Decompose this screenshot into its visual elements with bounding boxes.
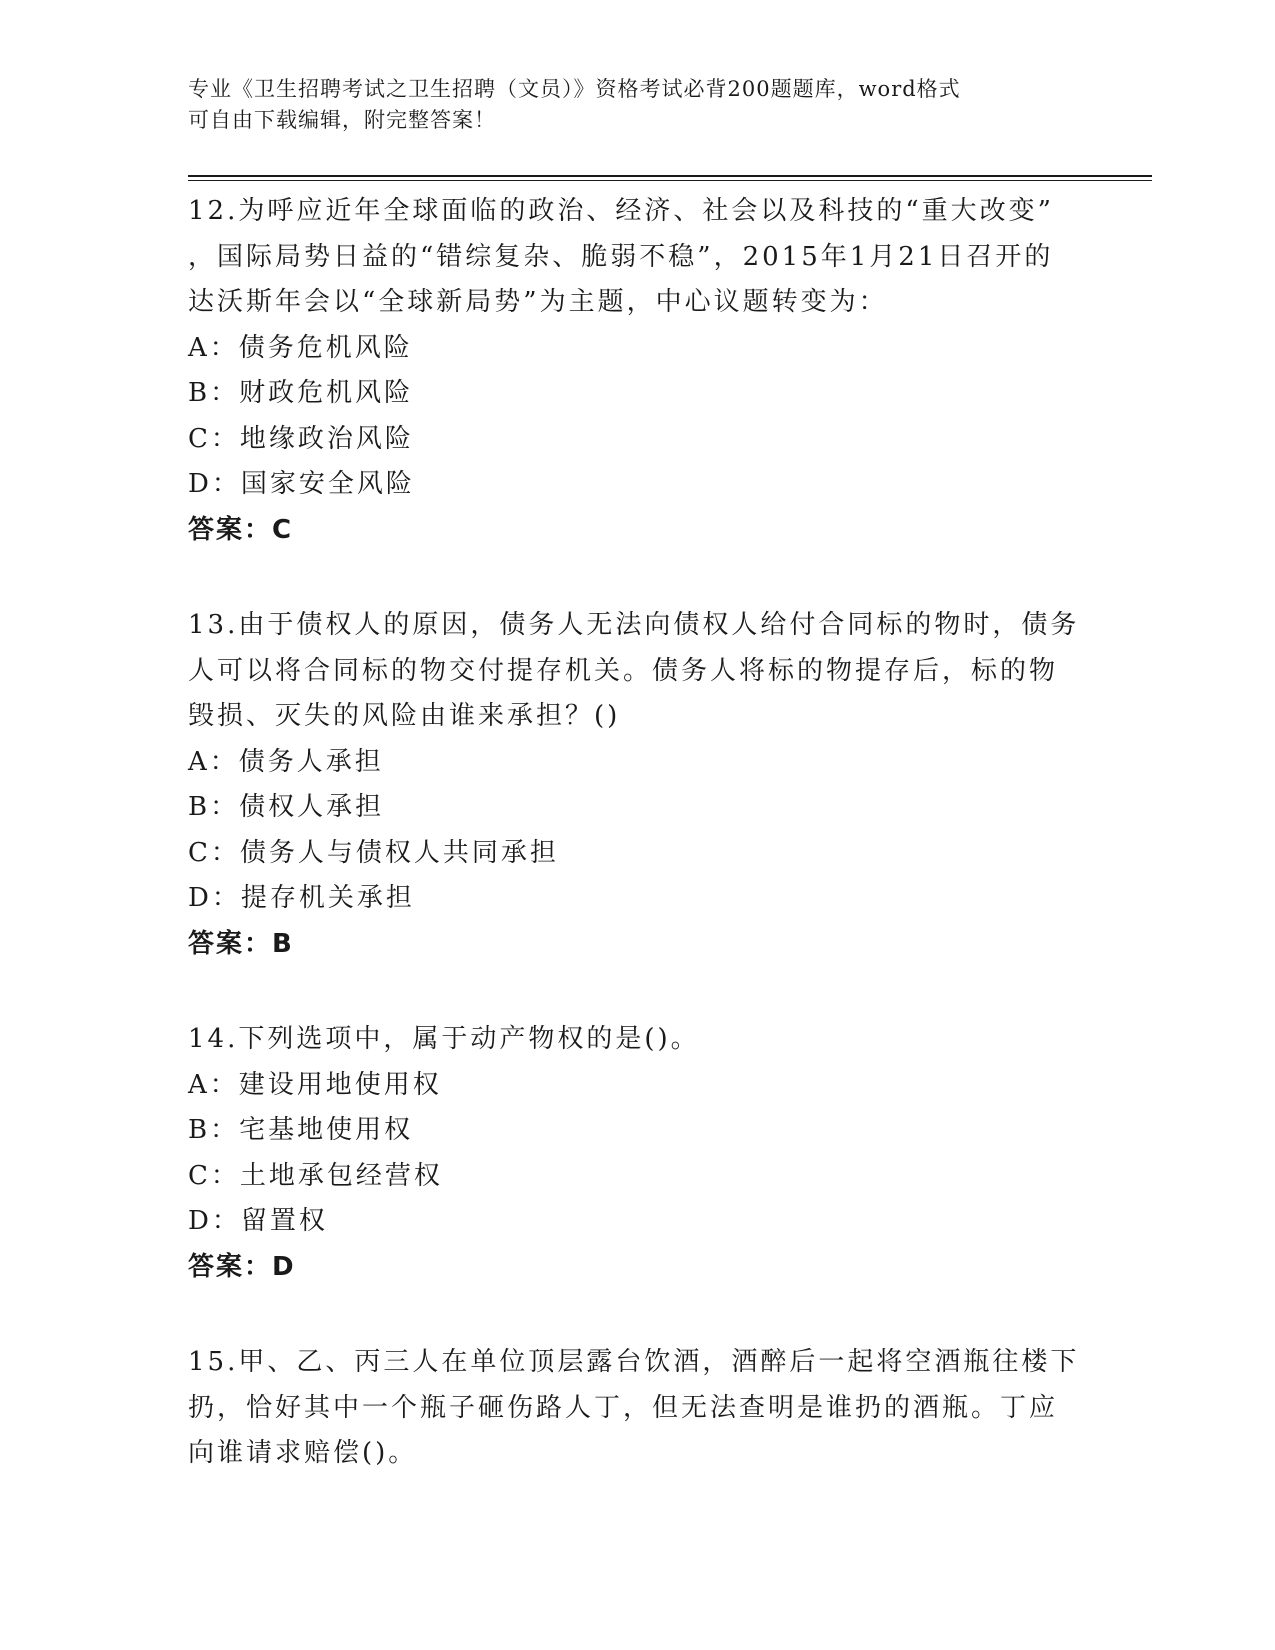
question-stem: 毁损、灭失的风险由谁来承担？() xyxy=(188,701,621,731)
question-stem: 向谁请求赔偿()。 xyxy=(188,1438,418,1468)
question-stem: ，国际局势日益的“错综复杂、脆弱不稳”，2015年1月21日召开的 xyxy=(188,241,1054,272)
answer-text: 答案：B xyxy=(188,928,294,959)
document-header xyxy=(188,74,1088,136)
question-stem: 14.下列选项中，属于动产物权的是()。 xyxy=(188,1024,700,1054)
question-stem: 15.甲、乙、丙三人在单位顶层露台饮酒，酒醉后一起将空酒瓶往楼下 xyxy=(188,1347,1080,1377)
option-c: C：地缘政治风险 xyxy=(188,423,414,454)
header-line: 专业《卫生招聘考试之卫生招聘（文员）》资格考试必背200题题库，word格式 xyxy=(188,77,961,101)
question-14 xyxy=(188,1017,1088,1290)
question-15 xyxy=(188,1340,1088,1477)
option-b: B：宅基地使用权 xyxy=(188,1115,414,1145)
header-divider xyxy=(188,175,1152,177)
question-stem: 人可以将合同标的物交付提存机关。债务人将标的物提存后，标的物 xyxy=(188,655,1059,686)
question-stem: 12.为呼应近年全球面临的政治、经济、社会以及科技的“重大改变” xyxy=(188,196,1054,226)
option-a: A：债务人承担 xyxy=(188,746,384,777)
option-b: B：债权人承担 xyxy=(188,792,385,822)
question-12 xyxy=(188,189,1088,553)
question-stem: 13.由于债权人的原因，债务人无法向债权人给付合同标的物时，债务 xyxy=(188,610,1080,640)
option-a: A：债务危机风险 xyxy=(188,332,413,363)
option-d: D：留置权 xyxy=(188,1206,328,1236)
answer-text: 答案：D xyxy=(188,1251,296,1282)
answer-text: 答案：C xyxy=(188,514,294,545)
question-stem: 扔，恰好其中一个瓶子砸伤路人丁，但无法查明是谁扔的酒瓶。丁应 xyxy=(188,1392,1059,1423)
option-d: D：国家安全风险 xyxy=(188,469,415,499)
option-c: C：债务人与债权人共同承担 xyxy=(188,837,559,868)
header-divider-thin xyxy=(188,180,1152,181)
option-b: B：财政危机风险 xyxy=(188,378,414,408)
header-line: 可自由下载编辑，附完整答案！ xyxy=(188,108,496,132)
option-d: D：提存机关承担 xyxy=(188,883,415,913)
question-list xyxy=(188,189,1088,1477)
question-13 xyxy=(188,603,1088,967)
option-a: A：建设用地使用权 xyxy=(188,1069,442,1100)
option-c: C：土地承包经营权 xyxy=(188,1160,443,1191)
question-stem: 达沃斯年会以“全球新局势”为主题，中心议题转变为： xyxy=(188,287,888,317)
